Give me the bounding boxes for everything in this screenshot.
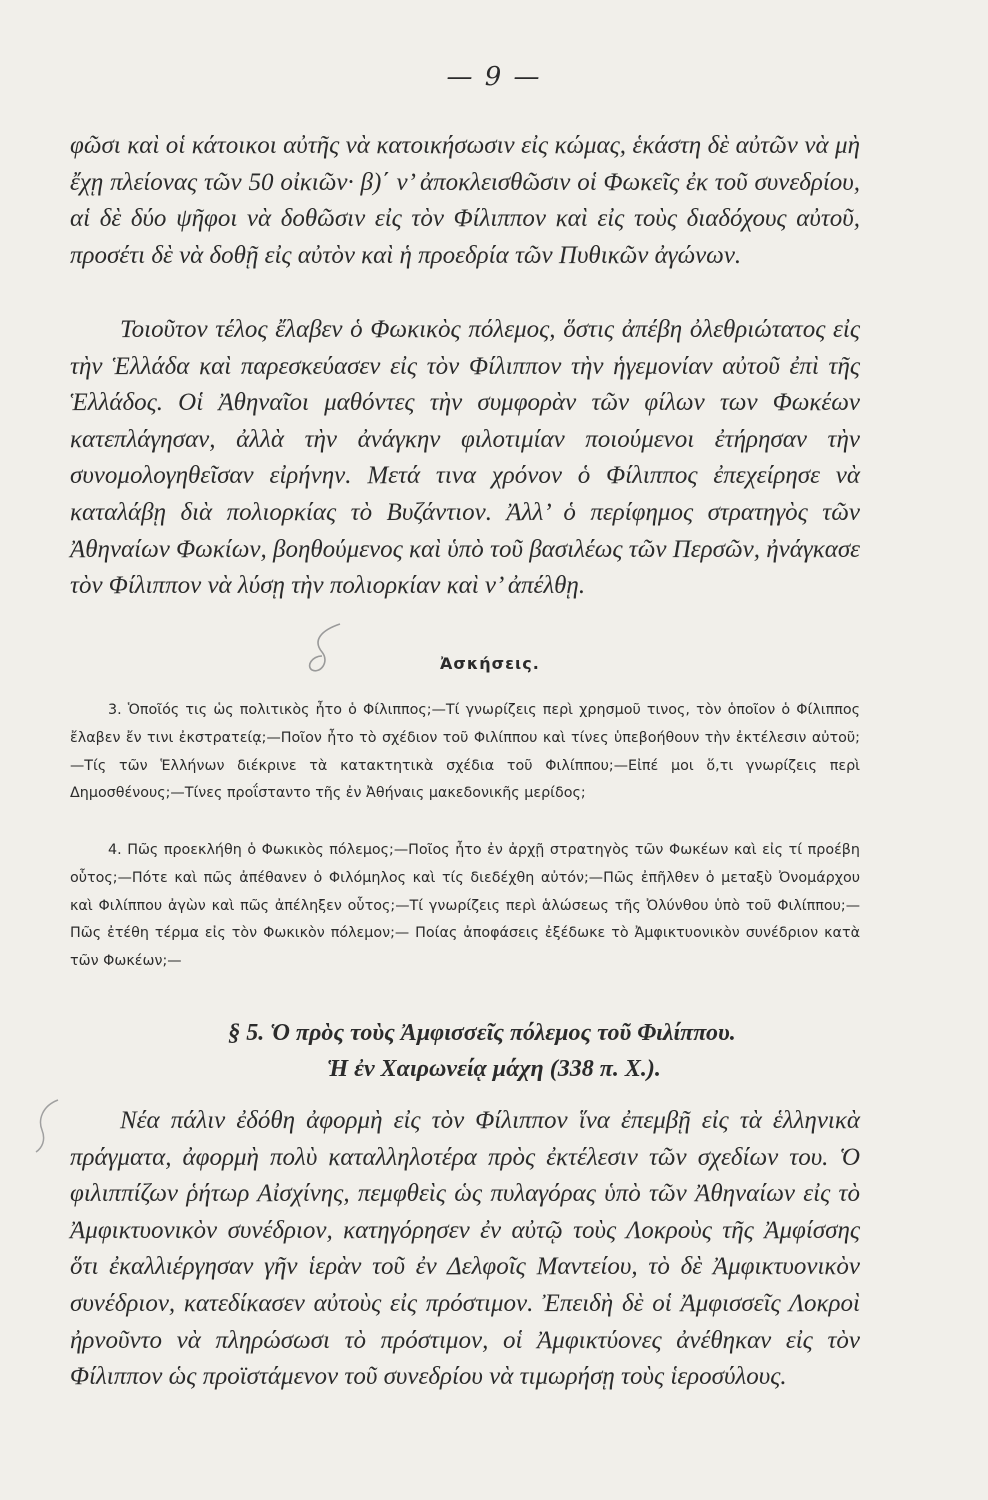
pencil-mark-icon: [300, 618, 360, 678]
exercises-heading: Ἀσκήσεις.: [440, 654, 540, 673]
page-number: — 9 —: [446, 62, 542, 92]
margin-bracket-icon: [28, 1096, 68, 1156]
exercise-3: 3. Ὁποῖός τις ὡς πολιτικὸς ἦτο ὁ Φίλιππος;—Τί γνωρίζεις περὶ χρησμοῦ τινος, τὸν ὁποῖον ὁ Φίλιππος ἔλαβεν ἔν τινι ἐκστρατείᾳ;—Ποῖον ἦτο τὸ σχέδιον τοῦ Φιλίππου καὶ τίνες ὑπεβοήθουν τὴν ἐκτέλεσιν αὐτοῦ;—Τίς τῶν Ἑλλήνων διέκρινε τὰ κατακτητικὰ σχέδια τοῦ Φιλίππου;—Εἰπέ μοι ὅ,τι γνωρίζεις περὶ Δημοσθένους;—Τίνες προΐσταντο τῆς ἐν Ἀθήναις μακεδονικῆς μερίδος;: [70, 702, 860, 802]
paragraph-continuation: φῶσι καὶ οἱ κάτοικοι αὐτῆς νὰ κατοικήσωσιν εἰς κώμας, ἑκάστη δὲ αὐτῶν νὰ μὴ ἔχῃ πλείονας τῶν 50 οἰκιῶν· β)΄ ν’ ἀποκλεισθῶσιν οἱ Φωκεῖς ἐκ τοῦ συνεδρίου, αἱ δὲ δύο ψῆφοι νὰ δοθῶσιν εἰς τὸν Φίλιππον καὶ εἰς τοὺς διαδόχους αὐτοῦ, προσέτι δὲ νὰ δοθῇ εἰς αὐτὸν καὶ ἡ προεδρία τῶν Πυθικῶν ἀγώνων.: [70, 132, 860, 269]
section-title: § 5. Ὁ πρὸς τοὺς Ἀμφισσεῖς πόλεμος τοῦ Φιλίππου.: [228, 1020, 736, 1046]
paragraph-phocian-war-end: Τοιοῦτον τέλος ἔλαβεν ὁ Φωκικὸς πόλεμος, ὅστις ἀπέβη ὀλεθριώτατος εἰς τὴν Ἑλλάδα καὶ παρεσκεύασεν εἰς τὸν Φίλιππον τὴν ἡγεμονίαν αὐτοῦ ἐπὶ τῆς Ἑλλάδος. Οἱ Ἀθηναῖοι μαθόντες τὴν συμφορὰν τῶν φίλων των Φωκέων κατεπλάγησαν, ἀλλὰ τὴν ἀνάγκην φιλοτιμίαν ποιούμενοι ἐτήρησαν τὴν συνομολογηθεῖσαν εἰρήνην. Μετά τινα χρόνον ὁ Φίλιππος ἐπεχείρησε νὰ καταλάβῃ διὰ πολιορκίας τὸ Βυζάντιον. Ἀλλ’ ὁ περίφημος στρατηγὸς τῶν Ἀθηναίων Φωκίων, βοηθούμενος καὶ ὑπὸ τοῦ βασιλέως τῶν Περσῶν, ἠνάγκασε τὸν Φίλιππον νὰ λύσῃ τὴν πολιορκίαν καὶ ν’ ἀπέλθῃ.: [70, 316, 861, 600]
paragraph-new-pretext: Νέα πάλιν ἐδόθη ἀφορμὴ εἰς τὸν Φίλιππον ἵνα ἐπεμβῇ εἰς τὰ ἑλληνικὰ πράγματα, ἀφορμὴ πολὺ καταλληλοτέρα πρὸς ἐκτέλεσιν τῶν σχεδίων του. Ὁ φιλιππίζων ῥήτωρ Αἰσχίνης, πεμφθεὶς ὡς πυλαγόρας ὑπὸ τῶν Ἀθηναίων εἰς τὸ Ἀμφικτυονικὸν συνέδριον, κατηγόρησεν ἐν αὐτῷ τοὺς Λοκροὺς τῆς Ἀμφίσσης ὅτι ἐκαλλιέργησαν γῆν ἱερὰν τοῦ ἐν Δελφοῖς Μαντείου, τὸ δὲ Ἀμφικτυονικὸν συνέδριον, κατεδίκασεν αὐτοὺς εἰς πρόστιμον. Ἐπειδὴ δὲ οἱ Ἀμφισσεῖς Λοκροὶ ἠρνοῦντο νὰ πληρώσωσι τὸ πρόστιμον, οἱ Ἀμφικτύονες ἀνέθηκαν εἰς τὸν Φίλιππον ὡς προϊστάμενον τοῦ συνεδρίου νὰ τιμωρήσῃ τοὺς ἱεροσύλους.: [70, 1107, 860, 1391]
exercise-4: 4. Πῶς προεκλήθη ὁ Φωκικὸς πόλεμος;—Ποῖος ἦτο ἐν ἀρχῇ στρατηγὸς τῶν Φωκέων καὶ εἰς τί προέβη οὗτος;—Πότε καὶ πῶς ἀπέθανεν ὁ Φιλόμηλος καὶ τίς διεδέχθη αὐτόν;—Πῶς ἐπῆλθεν ὁ μεταξὺ Ὀνομάρχου καὶ Φιλίππου ἀγὼν καὶ πῶς ἀπέληξεν οὗτος;—Τί γνωρίζεις περὶ ἁλώσεως τῆς Ὀλύνθου ὑπὸ τοῦ Φιλίππου;—Πῶς ἐτέθη τέρμα εἰς τὸν Φωκικὸν πόλεμον;— Ποίας ἀποφάσεις ἐξέδωκε τὸ Ἀμφικτυονικὸν συνέδριον κατὰ τῶν Φωκέων;—: [70, 842, 860, 970]
section-subtitle: Ἡ ἐν Χαιρωνείᾳ μάχη (338 π. Χ.).: [327, 1056, 661, 1082]
